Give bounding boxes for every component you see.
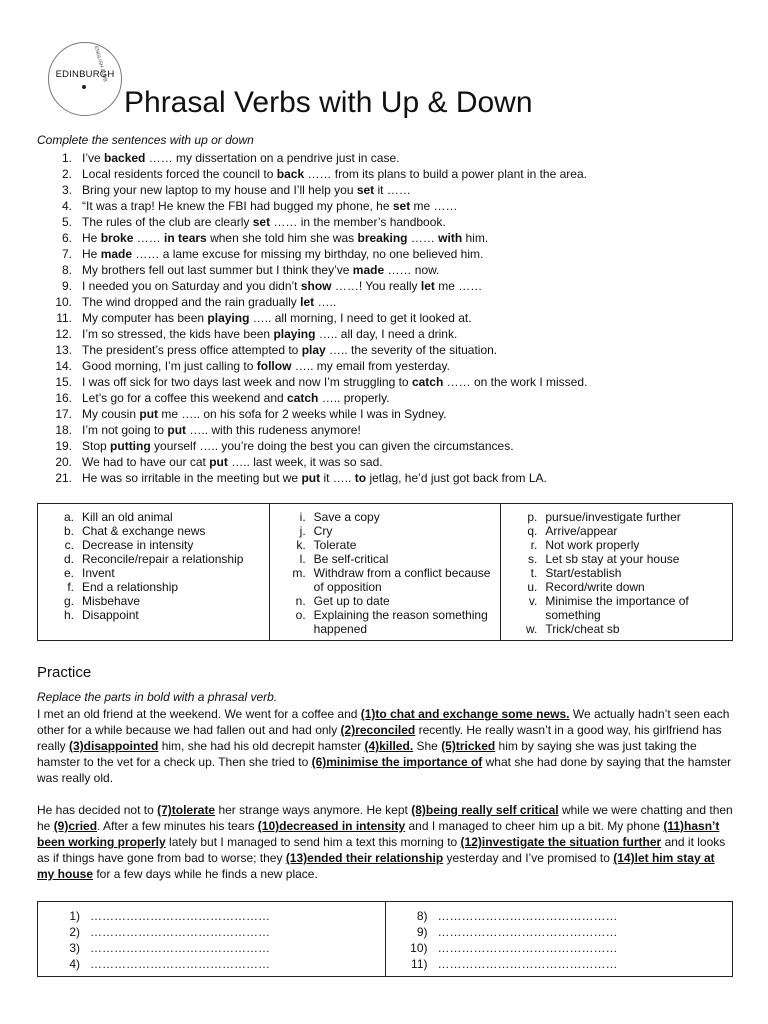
answer-line[interactable]	[38, 956, 385, 972]
definition-item	[38, 538, 269, 552]
sentence-number: 16.	[55, 391, 72, 405]
sentence-item	[37, 470, 587, 486]
definition-item	[501, 524, 732, 538]
definition-item	[38, 608, 269, 622]
sentence-number: 7.	[61, 247, 72, 261]
answer-number: 2)	[69, 925, 80, 939]
definition-item	[38, 510, 269, 524]
definition-letter: c.	[64, 538, 74, 552]
sentence-text: “It was a trap! He knew the FBI had bugged my phone, he set me ……	[82, 199, 458, 213]
definition-item	[501, 552, 732, 566]
definition-item	[501, 622, 732, 636]
definition-text: Get up to date	[313, 594, 390, 608]
answer-blank[interactable]: ………………………………………	[90, 925, 270, 939]
answer-line[interactable]	[38, 908, 385, 924]
sentence-number: 13.	[55, 343, 72, 357]
answer-number: 3)	[69, 941, 80, 955]
definition-letter: o.	[295, 608, 306, 622]
definition-letter: j.	[299, 524, 306, 538]
sentence-item	[37, 342, 587, 358]
sentence-item	[37, 166, 587, 182]
definition-item	[501, 594, 732, 622]
definition-letter: g.	[63, 594, 74, 608]
sentence-item	[37, 182, 587, 198]
sentence-number: 21.	[55, 471, 72, 485]
answer-blank[interactable]: ………………………………………	[437, 909, 618, 923]
sentence-item	[37, 454, 587, 470]
definition-item	[38, 552, 269, 566]
logo-name: EDINBURGH	[55, 69, 115, 80]
sentence-number: 12.	[55, 327, 72, 341]
definition-text: Explaining the reason something happened	[313, 608, 488, 636]
answer-column	[385, 902, 733, 976]
definition-text: Withdraw from a conflict because of opposition	[313, 566, 491, 594]
sentence-text: The wind dropped and the rain gradually let …..	[82, 295, 337, 309]
sentence-text: He made …… a lame excuse for missing my birthday, no one believed him.	[82, 247, 484, 261]
sentence-number: 18.	[55, 423, 72, 437]
sentence-number: 9.	[61, 279, 72, 293]
definition-letter: n.	[295, 594, 306, 608]
sentence-number: 3.	[61, 183, 72, 197]
sentence-list	[37, 150, 587, 486]
definition-text: Be self-critical	[313, 552, 389, 566]
exercise-instructions: Complete the sentences with up or down	[37, 133, 254, 147]
sentence-number: 20.	[55, 455, 72, 469]
sentence-item	[37, 326, 587, 342]
definition-text: Let sb stay at your house	[545, 552, 680, 566]
answer-number: 1)	[69, 909, 80, 923]
practice-paragraph-2: He has decided not to (7)tolerate her strange ways anymore. He kept (8)being really self critical while we were chatting and then he (9)cried. After a few minutes his tears (10)decreased in intensity and I managed to cheer him up a bit. My phone (11)hasn’t been working properly lately but I managed to send him a text this morning to (12)investigate the situation further and it looks as if things have gone from bad to worse; they (13)ended their relationship yesterday and I’ve promised to (14)let him stay at my house for a few days while he finds a new place.	[37, 803, 733, 881]
sentence-item	[37, 278, 587, 294]
sentence-text: I’m so stressed, the kids have been playing ….. all day, I need a drink.	[82, 327, 458, 341]
definition-text: Minimise the importance of something	[545, 594, 689, 622]
definition-item	[501, 538, 732, 552]
sentence-text: Bring your new laptop to my house and I’ll help you set it ……	[82, 183, 411, 197]
definition-letter: h.	[63, 608, 74, 622]
definition-text: Invent	[82, 566, 115, 580]
sentence-text: My cousin put me ….. on his sofa for 2 weeks while I was in Sydney.	[82, 407, 447, 421]
practice-heading: Practice	[37, 664, 92, 681]
sentence-item	[37, 406, 587, 422]
definition-item	[38, 594, 269, 608]
sentence-text: Stop putting yourself ….. you’re doing the best you can given the circumstances.	[82, 439, 514, 453]
sentence-text: I’ve backed …… my dissertation on a pendrive just in case.	[82, 151, 400, 165]
definition-item	[270, 552, 501, 566]
sentence-text: I needed you on Saturday and you didn’t show ……! You really let me ……	[82, 279, 483, 293]
definitions-column	[38, 504, 269, 640]
definition-text: End a relationship	[82, 580, 179, 594]
definition-text: Misbehave	[82, 594, 141, 608]
definition-letter: f.	[67, 580, 74, 594]
definition-text: Chat & exchange news	[82, 524, 206, 538]
answer-line[interactable]	[386, 924, 733, 940]
answer-blank[interactable]: ………………………………………	[90, 957, 270, 971]
definition-text: Reconcile/repair a relationship	[82, 552, 244, 566]
definition-text: pursue/investigate further	[545, 510, 681, 524]
sentence-number: 5.	[61, 215, 72, 229]
sentence-text: The president’s press office attempted to play ….. the severity of the situation.	[82, 343, 498, 357]
definition-letter: s.	[528, 552, 538, 566]
sentence-text: I’m not going to put ….. with this rudeness anymore!	[82, 423, 361, 437]
definition-item	[270, 538, 501, 552]
definition-item	[501, 580, 732, 594]
sentence-item	[37, 310, 587, 326]
definitions-column	[269, 504, 501, 640]
definition-letter: u.	[527, 580, 538, 594]
definition-letter: v.	[528, 594, 538, 608]
definition-item	[270, 608, 501, 636]
sentence-text: Good morning, I’m just calling to follow ….. my email from yesterday.	[82, 359, 450, 373]
definition-text: Disappoint	[82, 608, 139, 622]
sentence-text: He broke …… in tears when she told him she was breaking …… with him.	[82, 231, 489, 245]
answer-number: 11)	[411, 957, 428, 971]
answer-number: 4)	[69, 957, 80, 971]
definition-item	[38, 580, 269, 594]
sentence-number: 17.	[55, 407, 72, 421]
definition-item	[501, 566, 732, 580]
definition-letter: k.	[296, 538, 306, 552]
sentence-item	[37, 246, 587, 262]
definition-letter: q.	[527, 524, 538, 538]
answer-blank[interactable]: ………………………………………	[437, 925, 618, 939]
sentence-item	[37, 390, 587, 406]
sentence-item	[37, 198, 587, 214]
sentence-item	[37, 294, 587, 310]
definition-text: Arrive/appear	[545, 524, 618, 538]
definition-letter: w.	[526, 622, 538, 636]
definition-item	[38, 524, 269, 538]
answer-blank[interactable]: ………………………………………	[90, 941, 270, 955]
practice-paragraph-1: I met an old friend at the weekend. We went for a coffee and (1)to chat and exchange some news. We actually hadn’t seen each other for a while because we had fallen out and had only (2)reconciled recently. He really wasn’t in a good way, his girlfriend has really (3)disappointed him, she had his old decrepit hamster (4)killed. She (5)tricked him by saying she was just taking the hamster to the vet for a check up. Then she tried to (6)minimise the importance of what she had done by saying that the hamster was really old.	[37, 707, 732, 785]
answer-number: 8)	[416, 909, 428, 923]
practice-instructions: Replace the parts in bold with a phrasal verb.	[37, 690, 278, 704]
definitions-column	[500, 504, 732, 640]
sentence-item	[37, 374, 587, 390]
answer-line[interactable]	[38, 940, 385, 956]
sentence-number: 10.	[55, 295, 72, 309]
club-logo	[48, 42, 122, 116]
definition-item	[501, 510, 732, 524]
sentence-item	[37, 422, 587, 438]
definition-letter: p.	[527, 510, 538, 524]
definition-letter: r.	[530, 538, 538, 552]
sentence-item	[37, 438, 587, 454]
sentence-text: Local residents forced the council to back …… from its plans to build a power plant in the area.	[82, 167, 587, 181]
definitions-table	[37, 503, 733, 641]
answer-line[interactable]	[38, 924, 385, 940]
definition-item	[38, 566, 269, 580]
sentence-item	[37, 262, 587, 278]
definition-letter: e.	[63, 566, 74, 580]
answer-column	[38, 902, 385, 976]
sentence-number: 2.	[61, 167, 72, 181]
sentence-number: 11.	[56, 311, 72, 325]
definition-text: Kill an old animal	[82, 510, 173, 524]
definition-item	[270, 510, 501, 524]
sentence-text: The rules of the club are clearly set …… in the member’s handbook.	[82, 215, 446, 229]
answer-blank[interactable]: ………………………………………	[90, 909, 270, 923]
definition-letter: d.	[63, 552, 74, 566]
sentence-item	[37, 214, 587, 230]
sentence-text: We had to have our cat put ….. last week, it was so sad.	[82, 455, 383, 469]
logo-arc-text: ENGLISH CLUB	[93, 45, 109, 83]
definition-item	[270, 524, 501, 538]
answer-box	[37, 901, 733, 977]
definition-letter: i.	[299, 510, 306, 524]
definition-text: Tolerate	[313, 538, 357, 552]
definition-letter: m.	[292, 566, 306, 580]
sentence-number: 14.	[55, 359, 72, 373]
logo-dot	[82, 85, 86, 89]
sentence-number: 19.	[55, 439, 72, 453]
definition-letter: l.	[299, 552, 306, 566]
definition-text: Decrease in intensity	[82, 538, 194, 552]
definition-text: Start/establish	[545, 566, 622, 580]
definition-item	[270, 594, 501, 608]
definition-text: Not work properly	[545, 538, 640, 552]
sentence-text: He was so irritable in the meeting but we put it ….. to jetlag, he’d just got back from LA.	[82, 471, 547, 485]
sentence-text: My computer has been playing ….. all morning, I need to get it looked at.	[82, 311, 472, 325]
definition-text: Record/write down	[545, 580, 645, 594]
answer-line[interactable]	[386, 956, 733, 972]
sentence-number: 4.	[61, 199, 72, 213]
answer-line[interactable]	[386, 908, 733, 924]
sentence-text: My brothers fell out last summer but I think they’ve made …… now.	[82, 263, 440, 277]
sentence-text: Let’s go for a coffee this weekend and catch ….. properly.	[82, 391, 390, 405]
definition-letter: t.	[530, 566, 538, 580]
sentence-number: 1.	[61, 151, 72, 165]
sentence-number: 6.	[61, 231, 72, 245]
definition-item	[270, 566, 501, 594]
definition-text: Save a copy	[313, 510, 380, 524]
sentence-text: I was off sick for two days last week and now I’m struggling to catch …… on the work I missed.	[82, 375, 588, 389]
page-title: Phrasal Verbs with Up & Down	[124, 86, 533, 119]
answer-blank[interactable]: ………………………………………	[437, 941, 618, 955]
definition-text: Trick/cheat sb	[545, 622, 620, 636]
sentence-number: 15.	[55, 375, 72, 389]
definition-letter: b.	[63, 524, 74, 538]
sentence-item	[37, 230, 587, 246]
answer-line[interactable]	[386, 940, 733, 956]
sentence-number: 8.	[61, 263, 72, 277]
answer-blank[interactable]: ………………………………………	[437, 957, 618, 971]
definition-text: Cry	[313, 524, 333, 538]
sentence-item	[37, 150, 587, 166]
answer-number: 10)	[410, 941, 428, 955]
answer-number: 9)	[416, 925, 428, 939]
definition-letter: a.	[63, 510, 74, 524]
sentence-item	[37, 358, 587, 374]
